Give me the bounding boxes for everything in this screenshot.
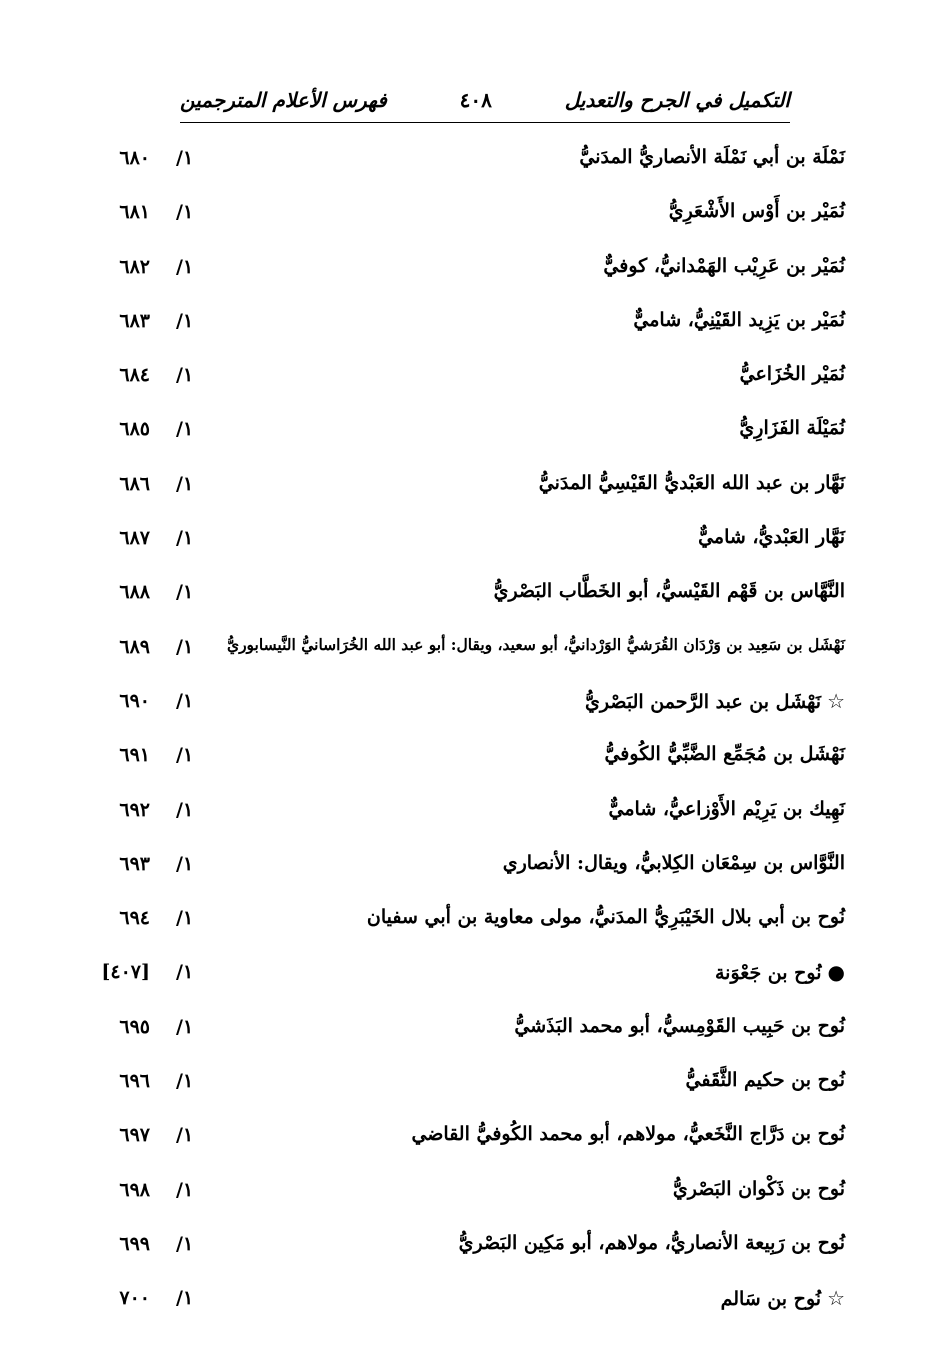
entry-name-text: نُوح بن ذَكْوان البَصْريُّ <box>672 1177 845 1200</box>
entry-volume: ١/ <box>176 147 194 169</box>
entry-volume: ١/ <box>176 364 194 387</box>
entry-volume: ١/ <box>176 1070 194 1093</box>
entry-volume: ١/ <box>176 961 194 984</box>
page-number: ٤٠٨ <box>459 88 492 112</box>
entry-reference-number: ٦٩٣ <box>119 852 150 875</box>
entry-reference-number: ٦٨٢ <box>119 255 150 278</box>
entry-volume: ١/ <box>176 527 194 550</box>
entry-name <box>494 580 845 602</box>
entry-name <box>633 309 845 331</box>
entry-name-text: نُمَيْر بن أَوْس الأَشْعَرِيُّ <box>668 200 845 223</box>
entry-name <box>585 689 845 713</box>
entry-reference-number: ٦٨٧ <box>119 527 150 550</box>
entry-name <box>698 526 845 548</box>
entry-volume: ١/ <box>176 798 194 821</box>
index-entry <box>0 462 940 516</box>
index-entry <box>0 1005 940 1059</box>
entry-volume: ١/ <box>176 744 194 767</box>
entry-volume: ١/ <box>176 309 194 332</box>
entry-volume: ١/ <box>176 1124 194 1147</box>
entry-volume: ١/ <box>176 852 194 875</box>
entry-reference-number: ٦٨٥ <box>119 418 150 441</box>
entry-name-text: نُوح بن أبي بلال الخَيْبَرِيُّ المدَنيُّ، مولى معاوية بن أبي سفيان <box>366 906 845 929</box>
entry-reference-number: ٦٩٥ <box>119 1015 150 1038</box>
index-entry <box>0 299 940 353</box>
entry-volume: ١/ <box>176 201 194 224</box>
star-marker-icon: ☆ <box>827 1286 845 1311</box>
entry-name <box>739 417 845 439</box>
entry-name-text: نُوح بن رَبِيعة الأنصاريُّ، مولاهم، أبو مَكِين البَصْريُّ <box>458 1231 845 1254</box>
entry-name <box>411 1123 845 1145</box>
book-title: التكميل في الجرح والتعديل <box>564 88 790 112</box>
entry-name <box>721 1286 845 1310</box>
entry-volume: ١/ <box>176 1232 194 1255</box>
entry-name-text: نَمْلَة بن أبي نَمْلَة الأنصاريُّ المدَنيُّ <box>579 146 845 168</box>
entry-reference-number: ٦٨٦ <box>119 472 150 495</box>
entry-volume: ١/ <box>176 472 194 495</box>
entry-name <box>579 146 845 168</box>
entry-name-text: نُمَيْر الخُزَاعيُّ <box>739 363 845 386</box>
entry-name-text: النَّوَّاس بن سِمْعَان الكِلابيُّ، ويقال: الأنصاري <box>502 851 845 874</box>
entry-reference-number: ٦٨٠ <box>119 147 150 169</box>
entry-reference-number: [٤٠٧] <box>101 961 150 984</box>
index-entry <box>0 679 940 733</box>
entry-volume: ١/ <box>176 255 194 278</box>
entry-name <box>673 1178 845 1200</box>
entry-name-text: نُوح بن سَالم <box>720 1288 822 1311</box>
index-entry <box>0 136 940 190</box>
entry-reference-number: ٦٩٧ <box>119 1124 150 1147</box>
entry-name <box>539 472 845 494</box>
entry-name <box>226 634 845 654</box>
entry-reference-number: ٦٩٤ <box>119 907 150 930</box>
index-entry <box>0 407 940 461</box>
bullet-marker-icon: ● <box>827 960 845 985</box>
entry-name <box>609 798 845 820</box>
index-entry <box>0 950 940 1004</box>
entry-reference-number: ٦٩٢ <box>119 798 150 821</box>
entry-name-text: نُمَيْلَة الفَزَارِيُّ <box>739 417 845 440</box>
entry-reference-number: ٧٠٠ <box>119 1287 150 1310</box>
entry-volume: ١/ <box>176 635 194 658</box>
entry-reference-number: ٦٩٨ <box>119 1178 150 1201</box>
entry-volume: ١/ <box>176 689 194 712</box>
entry-name <box>459 1232 845 1254</box>
entry-name-text: نَهْشَل بن عبد الرَّحمن البَصْريُّ <box>585 690 822 713</box>
entry-name-text: نَهَّار بن عبد الله العَبْديُّ القَيْسِيُّ المدَنيُّ <box>538 471 845 494</box>
entry-name <box>686 1069 845 1091</box>
entry-name <box>603 255 845 277</box>
entry-volume: ١/ <box>176 581 194 604</box>
entry-name <box>514 1015 845 1037</box>
index-entry <box>0 1222 940 1276</box>
entry-name-text: نَهْشَل بن سَعِيد بن وَرْدَان القُرَشيُّ الوَرْدانيُّ، أبو سعيد، ويقال: أبو عبد الله الخُرَاسانيُّ النَّيسابوريُّ <box>226 634 845 654</box>
entry-volume: ١/ <box>176 1287 194 1310</box>
entry-reference-number: ٦٨١ <box>119 201 150 224</box>
entry-volume: ١/ <box>176 418 194 441</box>
entry-name-text: نَهَّار العَبْديُّ، شاميٌّ <box>698 526 845 549</box>
entry-name-text: نُمَيْر بن يَزِيد القَيْنِيُّ، شاميٌّ <box>633 308 845 331</box>
index-entry <box>0 1059 940 1113</box>
index-entry <box>0 625 940 679</box>
running-header <box>180 82 790 118</box>
entry-name <box>740 363 845 385</box>
index-entry <box>0 788 940 842</box>
section-title: فهرس الأعلام المترجمين <box>180 88 387 112</box>
entry-name-text: نُمَيْر بن عَرِيْب الهَمْدانيُّ، كوفيٌّ <box>603 254 845 277</box>
entry-name-text: نُوح بن حكيم الثَّقَفيُّ <box>685 1069 845 1092</box>
index-entry <box>0 190 940 244</box>
entry-reference-number: ٦٨٣ <box>119 309 150 332</box>
entry-name-text: نُوح بن حَبِيب القَوْمِسيُّ، أبو محمد البَذَشيُّ <box>514 1014 845 1037</box>
entry-name <box>715 960 845 984</box>
index-entry <box>0 733 940 787</box>
entry-name-text: النَّهَّاس بن قَهْم القَيْسيُّ، أبو الخَطَّاب البَصْريُّ <box>493 580 845 603</box>
index-entry <box>0 570 940 624</box>
entry-name <box>669 200 845 222</box>
entry-name-text: نُوح بن جَعْوَنة <box>714 962 822 985</box>
index-entry <box>0 516 940 570</box>
index-entry <box>0 353 940 407</box>
entry-name-text: نَهِيك بن يَرِيْم الأَوْزاعيُّ، شاميٌّ <box>608 797 845 820</box>
entry-name <box>367 906 845 928</box>
entry-volume: ١/ <box>176 1015 194 1038</box>
index-entry <box>0 1168 940 1222</box>
entry-reference-number: ٦٩٩ <box>119 1232 150 1255</box>
entry-reference-number: ٦٨٤ <box>119 364 150 387</box>
index-entry <box>0 245 940 299</box>
index-entry <box>0 1113 940 1167</box>
index-entry <box>0 896 940 950</box>
index-list <box>0 136 940 1331</box>
entry-name <box>604 743 845 765</box>
entry-reference-number: ٦٩١ <box>119 744 150 767</box>
entry-name-text: نَهْشَل بن مُجَمِّع الضَّبِّيُّ الكُوفيُّ <box>604 743 845 766</box>
entry-reference-number: ٦٨٨ <box>119 581 150 604</box>
star-marker-icon: ☆ <box>827 688 845 713</box>
entry-name-text: نُوح بن دَرَّاج النَّخَعيُّ، مولاهم، أبو محمد الكُوفيُّ القاضي <box>411 1123 845 1146</box>
index-entry <box>0 1276 940 1330</box>
entry-volume: ١/ <box>176 1178 194 1201</box>
header-rule <box>180 122 790 123</box>
entry-reference-number: ٦٨٩ <box>119 635 150 658</box>
entry-name <box>503 852 845 874</box>
entry-reference-number: ٦٩٦ <box>119 1070 150 1093</box>
entry-reference-number: ٦٩٠ <box>119 689 150 712</box>
index-entry <box>0 842 940 896</box>
entry-volume: ١/ <box>176 907 194 930</box>
